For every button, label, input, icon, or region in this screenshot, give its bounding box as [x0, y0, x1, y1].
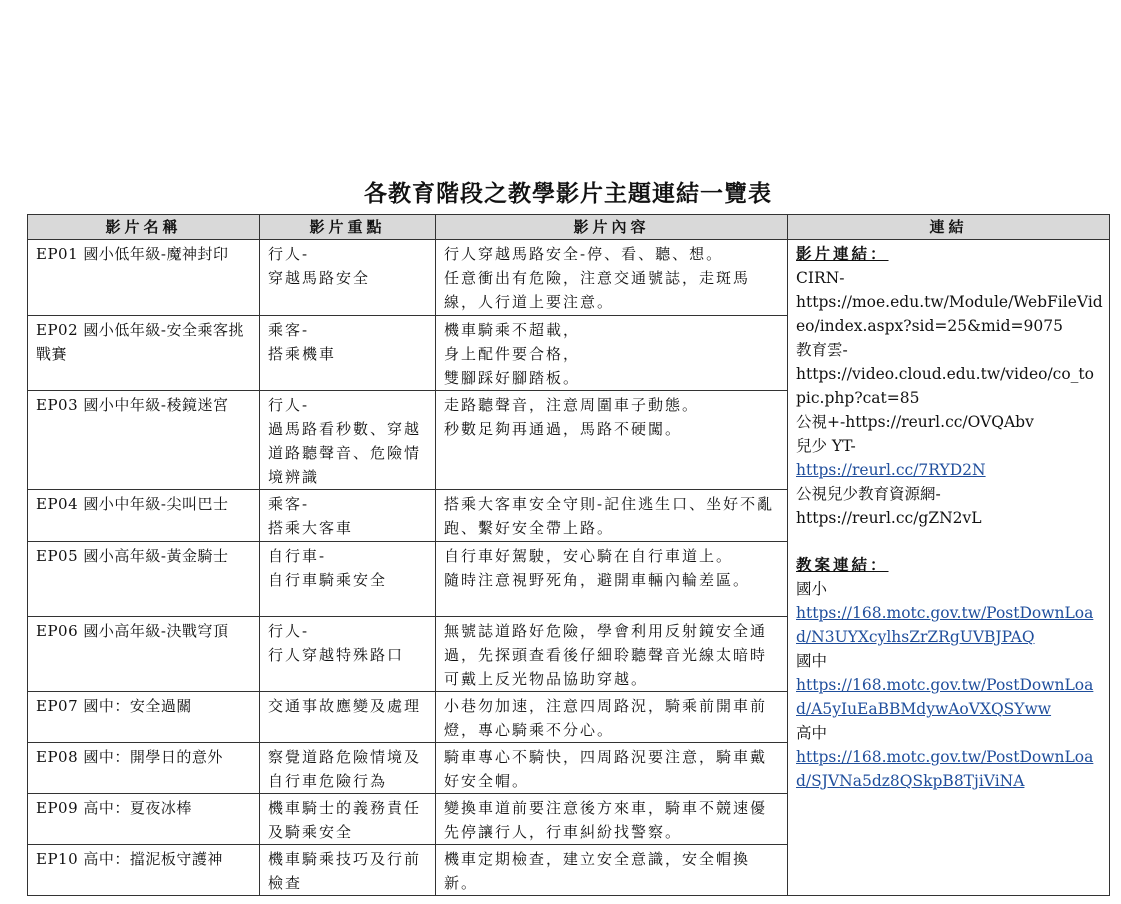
video-focus: 察覺道路危險情境及自行車危險行為	[260, 743, 436, 794]
elementary-label: 國小	[796, 580, 828, 598]
video-content: 小巷勿加速，注意四周路況，騎乘前開車前燈，專心騎乘不分心。	[436, 692, 788, 743]
page-title: 各教育階段之教學影片主題連結一覽表	[364, 180, 772, 207]
links-cell	[788, 240, 1110, 896]
video-name: EP01 國小低年級-魔神封印	[28, 240, 260, 316]
video-content: 自行車好駕駛，安心騎在自行車道上。 隨時注意視野死角，避開車輛內輪差區。	[436, 542, 788, 617]
video-focus: 自行車- 自行車騎乘安全	[260, 542, 436, 617]
header-video-focus: 影片重點	[260, 215, 436, 240]
video-content: 無號誌道路好危險，學會利用反射鏡安全通過，先探頭查看後仔細聆聽聲音光線太暗時可戴上反光物品協助穿越。	[436, 617, 788, 692]
video-name: EP07 國中：安全過關	[28, 692, 260, 743]
video-content: 行人穿越馬路安全-停、看、聽、想。 任意衝出有危險，注意交通號誌，走斑馬線，人行道上要注意。	[436, 240, 788, 316]
cloud-label: 教育雲-	[796, 341, 848, 359]
video-focus: 乘客- 搭乘大客車	[260, 490, 436, 542]
video-name: EP10 高中：擋泥板守護神	[28, 845, 260, 896]
kids-yt-link[interactable]: https://reurl.cc/7RYD2N	[796, 461, 986, 479]
elementary-lesson-link[interactable]: https://168.motc.gov.tw/PostDownLoad/N3UYXcylhsZrZRgUVBJPAQ	[796, 604, 1094, 646]
cirn-url[interactable]: https://moe.edu.tw/Module/WebFileVideo/index.aspx?sid=25&mid=9075	[796, 293, 1103, 335]
header-links: 連結	[788, 215, 1110, 240]
video-focus: 行人- 過馬路看秒數、穿越道路聽聲音、危險情境辨識	[260, 391, 436, 490]
table-row	[28, 240, 1110, 316]
video-focus: 機車騎乘技巧及行前檢查	[260, 845, 436, 896]
kids-edu-label: 公視兒少教育資源網-	[796, 485, 941, 503]
senior-lesson-link[interactable]: https://168.motc.gov.tw/PostDownLoad/SJVNa5dz8QSkpB8TjiViNA	[796, 748, 1094, 790]
junior-lesson-link[interactable]: https://168.motc.gov.tw/PostDownLoad/A5yIuEaBBMdywAoVXQSYww	[796, 676, 1094, 718]
senior-label: 高中	[796, 724, 828, 742]
video-topic-table	[27, 214, 1110, 896]
video-name: EP05 國小高年級-黃金騎士	[28, 542, 260, 617]
video-name: EP06 國小高年級-決戰穹頂	[28, 617, 260, 692]
video-links-heading: 影片連結：	[796, 244, 889, 263]
video-focus: 行人- 行人穿越特殊路口	[260, 617, 436, 692]
lesson-links-heading: 教案連結：	[796, 555, 889, 574]
video-name: EP02 國小低年級-安全乘客挑戰賽	[28, 316, 260, 391]
kids-edu-url[interactable]: https://reurl.cc/gZN2vL	[796, 509, 982, 527]
video-content: 走路聽聲音，注意周圍車子動態。 秒數足夠再通過，馬路不硬闖。	[436, 391, 788, 490]
video-content: 機車騎乘不超載， 身上配件要合格， 雙腳踩好腳踏板。	[436, 316, 788, 391]
video-name: EP03 國小中年級-稜鏡迷宮	[28, 391, 260, 490]
cloud-url[interactable]: https://video.cloud.edu.tw/video/co_topic.php?cat=85	[796, 365, 1094, 407]
header-video-content: 影片內容	[436, 215, 788, 240]
video-content: 機車定期檢查，建立安全意識，安全帽換新。	[436, 845, 788, 896]
video-name: EP09 高中：夏夜冰棒	[28, 794, 260, 845]
video-content: 搭乘大客車安全守則-記住逃生口、坐好不亂跑、繫好安全帶上路。	[436, 490, 788, 542]
video-focus: 機車騎士的義務責任及騎乘安全	[260, 794, 436, 845]
kids-yt-label: 兒少 YT-	[796, 437, 856, 455]
video-focus: 乘客- 搭乘機車	[260, 316, 436, 391]
cirn-label: CIRN-	[796, 269, 845, 287]
header-video-name: 影片名稱	[28, 215, 260, 240]
table-header-row	[28, 215, 1110, 240]
video-content: 變換車道前要注意後方來車，騎車不競速優先停讓行人，行車糾紛找警察。	[436, 794, 788, 845]
video-name: EP04 國小中年級-尖叫巴士	[28, 490, 260, 542]
video-focus: 行人- 穿越馬路安全	[260, 240, 436, 316]
video-focus: 交通事故應變及處理	[260, 692, 436, 743]
pts-plus-link[interactable]: 公視+-https://reurl.cc/OVQAbv	[796, 413, 1034, 431]
video-name: EP08 國中：開學日的意外	[28, 743, 260, 794]
junior-label: 國中	[796, 652, 828, 670]
video-content: 騎車專心不騎快，四周路況要注意，騎車戴好安全帽。	[436, 743, 788, 794]
